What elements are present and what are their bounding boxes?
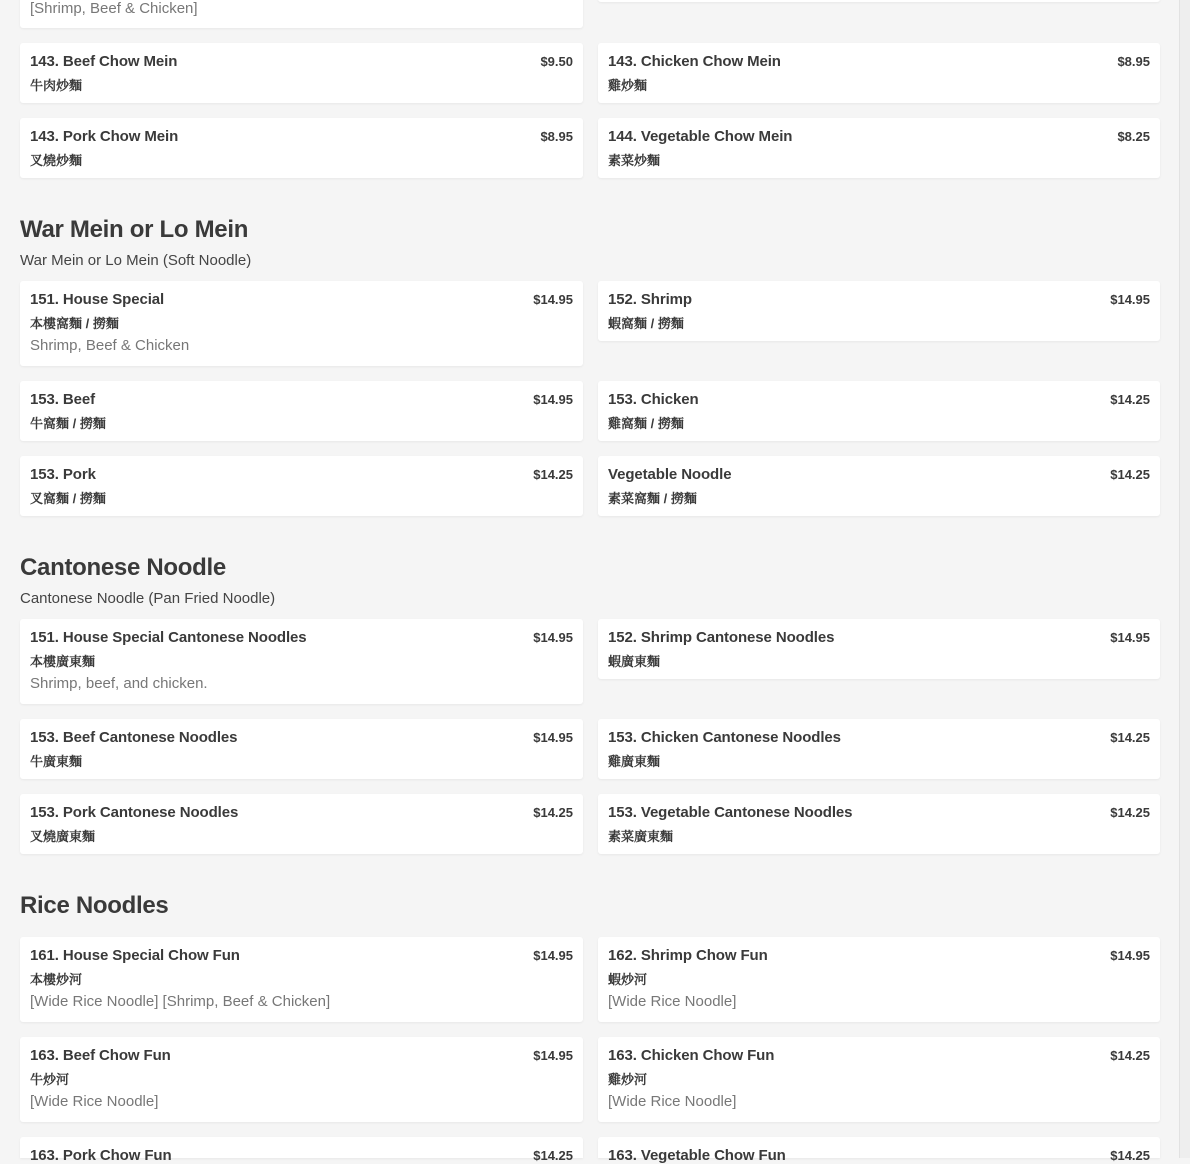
- menu-item-price: $14.25: [1110, 392, 1150, 407]
- menu-item-card[interactable]: [598, 1037, 1160, 1122]
- menu-item-name: 153. Chicken Cantonese Noodles: [608, 729, 841, 746]
- menu-item-card[interactable]: [598, 719, 1160, 779]
- menu-item-name: 143. Beef Chow Mein: [30, 53, 178, 70]
- menu-item-name: 143. Pork Chow Mein: [30, 128, 179, 145]
- menu-item-description: [Wide Rice Noodle]: [608, 1093, 737, 1110]
- menu-item-chinese-name: 叉窩麵 / 撈麵: [30, 491, 106, 506]
- menu-item-price: $14.25: [1110, 805, 1150, 820]
- menu-item-card[interactable]: [598, 0, 1160, 2]
- menu-item-description: Shrimp, Beef & Chicken: [30, 337, 190, 354]
- menu-item-card[interactable]: [20, 281, 583, 366]
- menu-item-name: 163. Chicken Chow Fun: [608, 1047, 775, 1064]
- menu-item-card[interactable]: [20, 937, 583, 1022]
- menu-item-price: $14.95: [533, 730, 573, 745]
- menu-item-card[interactable]: [598, 1137, 1160, 1164]
- menu-item-card[interactable]: [20, 0, 583, 28]
- menu-item-name: 151. House Special Cantonese Noodles: [30, 629, 307, 646]
- menu-item-price: $14.25: [533, 1148, 573, 1163]
- menu-item-name: 163. Vegetable Chow Fun: [608, 1147, 786, 1164]
- menu-item-name: 161. House Special Chow Fun: [30, 947, 240, 964]
- scrollbar-track[interactable]: [1179, 0, 1190, 1158]
- menu-item-description: [Wide Rice Noodle]: [608, 993, 737, 1010]
- menu-item-card[interactable]: [598, 281, 1160, 341]
- menu-item-price: $14.95: [533, 948, 573, 963]
- menu-item-name: Vegetable Noodle: [608, 466, 732, 483]
- menu-item-price: $14.25: [533, 467, 573, 482]
- menu-item-chinese-name: 雞炒麵: [608, 78, 648, 93]
- menu-item-name: 143. Chicken Chow Mein: [608, 53, 781, 70]
- menu-item-chinese-name: 本樓炒河: [30, 972, 83, 987]
- menu-item-name: 163. Beef Chow Fun: [30, 1047, 171, 1064]
- menu-item-price: $14.25: [1110, 1148, 1150, 1163]
- menu-item-name: 153. Chicken: [608, 391, 699, 408]
- menu-item-card[interactable]: [20, 794, 583, 854]
- menu-item-chinese-name: 叉燒炒麵: [30, 153, 83, 168]
- menu-item-chinese-name: 蝦炒河: [608, 972, 648, 987]
- menu-item-card[interactable]: [598, 937, 1160, 1022]
- menu-item-chinese-name: 牛炒河: [30, 1072, 70, 1087]
- menu-item-chinese-name: 牛窩麵 / 撈麵: [30, 416, 106, 431]
- menu-item-chinese-name: 叉燒廣東麵: [30, 829, 96, 844]
- menu-item-card[interactable]: [20, 381, 583, 441]
- menu-item-name: 153. Pork: [30, 466, 96, 483]
- menu-item-price: $14.95: [533, 1048, 573, 1063]
- menu-item-chinese-name: 牛廣東麵: [30, 754, 83, 769]
- menu-item-chinese-name: 素菜炒麵: [608, 153, 661, 168]
- menu-item-card[interactable]: [598, 456, 1160, 516]
- menu-item-description: [Shrimp, Beef & Chicken]: [30, 0, 198, 17]
- menu-item-price: $14.25: [533, 805, 573, 820]
- menu-item-name: 151. House Special: [30, 291, 165, 308]
- menu-item-card[interactable]: [20, 43, 583, 103]
- menu-item-chinese-name: 雞窩麵 / 撈麵: [608, 416, 684, 431]
- menu-item-card[interactable]: [20, 456, 583, 516]
- menu-item-chinese-name: 雞炒河: [608, 1072, 648, 1087]
- menu-item-card[interactable]: [20, 118, 583, 178]
- menu-item-chinese-name: 牛肉炒麵: [30, 78, 83, 93]
- menu-item-chinese-name: 蝦窩麵 / 撈麵: [608, 316, 684, 331]
- menu-item-name: 163. Pork Chow Fun: [30, 1147, 172, 1164]
- menu-item-chinese-name: 素菜窩麵 / 撈麵: [608, 491, 697, 506]
- menu-item-price: $14.25: [1110, 1048, 1150, 1063]
- menu-item-description: [Wide Rice Noodle] [Shrimp, Beef & Chicken]: [30, 993, 331, 1010]
- section-subtitle: Cantonese Noodle (Pan Fried Noodle): [20, 590, 276, 607]
- menu-item-price: $8.95: [1117, 54, 1150, 69]
- menu-item-description: [Wide Rice Noodle]: [30, 1093, 159, 1110]
- menu-item-card[interactable]: [20, 619, 583, 704]
- menu-item-card[interactable]: [598, 619, 1160, 679]
- menu-item-price: $8.25: [1117, 129, 1150, 144]
- section-title: Cantonese Noodle: [20, 554, 226, 581]
- menu-item-name: 153. Pork Cantonese Noodles: [30, 804, 239, 821]
- menu-item-card[interactable]: [598, 794, 1160, 854]
- menu-item-price: $14.25: [1110, 467, 1150, 482]
- menu-item-chinese-name: 本樓窩麵 / 撈麵: [30, 316, 119, 331]
- menu-item-card[interactable]: [598, 43, 1160, 103]
- menu-item-price: $14.95: [1110, 948, 1150, 963]
- menu-item-price: $8.95: [540, 129, 573, 144]
- menu-item-chinese-name: 素菜廣東麵: [608, 829, 674, 844]
- section-title: Rice Noodles: [20, 892, 169, 919]
- menu-item-chinese-name: 本樓廣東麵: [30, 654, 96, 669]
- menu-item-name: 153. Vegetable Cantonese Noodles: [608, 804, 853, 821]
- menu-item-name: 152. Shrimp: [608, 291, 692, 308]
- menu-item-card[interactable]: [598, 381, 1160, 441]
- menu-item-description: Shrimp, beef, and chicken.: [30, 675, 208, 692]
- menu-item-price: $9.50: [540, 54, 573, 69]
- menu-item-card[interactable]: [20, 1037, 583, 1122]
- menu-item-name: 152. Shrimp Cantonese Noodles: [608, 629, 835, 646]
- menu-item-name: 144. Vegetable Chow Mein: [608, 128, 793, 145]
- menu-item-name: 153. Beef: [30, 391, 95, 408]
- menu-item-price: $14.25: [1110, 730, 1150, 745]
- menu-item-price: $14.95: [1110, 292, 1150, 307]
- menu-item-price: $14.95: [533, 392, 573, 407]
- section-title: War Mein or Lo Mein: [20, 216, 249, 243]
- menu-item-card[interactable]: [20, 1137, 583, 1164]
- menu-item-chinese-name: 雞廣東麵: [608, 754, 661, 769]
- menu-item-card[interactable]: [598, 118, 1160, 178]
- menu-item-chinese-name: 蝦廣東麵: [608, 654, 661, 669]
- menu-item-price: $14.95: [533, 630, 573, 645]
- menu-item-card[interactable]: [20, 719, 583, 779]
- menu-item-name: 153. Beef Cantonese Noodles: [30, 729, 238, 746]
- menu-item-price: $14.95: [1110, 630, 1150, 645]
- menu-item-name: 162. Shrimp Chow Fun: [608, 947, 768, 964]
- menu-item-price: $14.95: [533, 292, 573, 307]
- section-subtitle: War Mein or Lo Mein (Soft Noodle): [20, 252, 252, 269]
